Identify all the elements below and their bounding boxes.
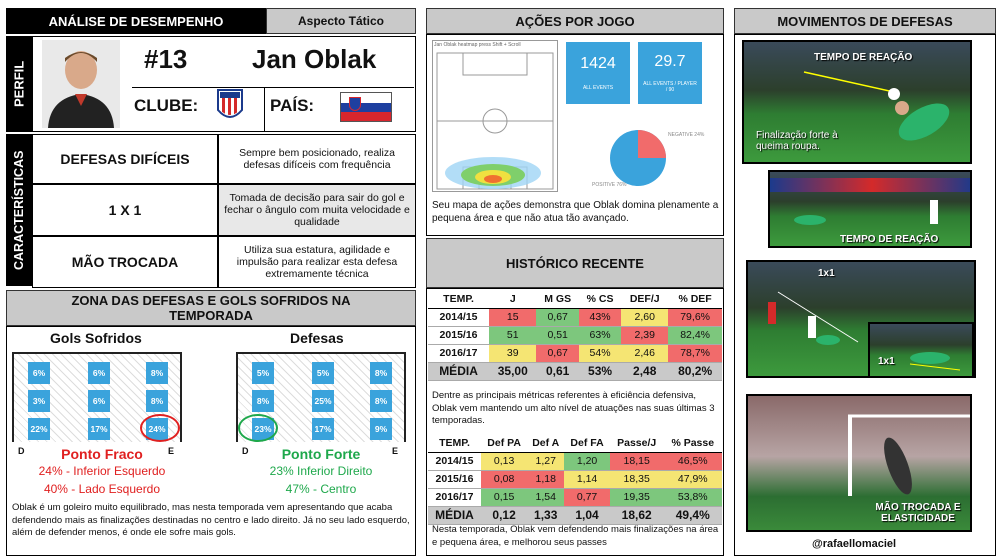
table-cell: 2,60: [621, 308, 668, 326]
table-cell: 46,5%: [664, 452, 722, 470]
pie-positive-label: POSITIVE 76%: [592, 182, 627, 188]
goal-zone-cell: 3%: [28, 390, 50, 412]
goal-zone-cell: 8%: [146, 362, 168, 384]
right-e-label: E: [392, 446, 399, 456]
table-cell: 2014/15: [428, 308, 489, 326]
char-name-3: MÃO TROCADA: [32, 236, 218, 288]
table-header: TEMP.: [428, 290, 489, 308]
table-cell: 0,13: [481, 452, 527, 470]
table-header: J: [489, 290, 536, 308]
table-row: [428, 452, 722, 470]
table-header-row: [428, 434, 722, 452]
goal-zone-cell: 8%: [370, 362, 392, 384]
table-cell: 0,77: [564, 488, 610, 506]
table-cell: 2,48: [621, 362, 668, 380]
goal-zone-cell: 9%: [370, 418, 392, 440]
keeper-block-icon: [870, 324, 974, 378]
goal-zone-cell: 17%: [88, 418, 110, 440]
actions-title: AÇÕES POR JOGO: [426, 8, 724, 34]
table-cell: 2015/16: [428, 470, 481, 488]
table-header: % Passe: [664, 434, 722, 452]
club-crest-icon: [216, 88, 244, 124]
table-header: Passe/J: [610, 434, 664, 452]
characteristics-side-label: CARACTERÍSTICAS: [6, 134, 32, 286]
table-cell: 80,2%: [668, 362, 722, 380]
left-d-label: D: [18, 446, 25, 456]
reaction-caption-detail: Finalização forte à queima roupa.: [756, 130, 838, 152]
author-handle: @rafaellomaciel: [812, 538, 897, 550]
events-per90-value: 29.7: [654, 53, 686, 70]
strong-spot-line2: 47% - Centro: [285, 482, 357, 496]
table-header: Def FA: [564, 434, 610, 452]
table-cell: 1,04: [564, 506, 610, 524]
table-cell: 15: [489, 308, 536, 326]
table-header: Def PA: [481, 434, 527, 452]
weak-spot-circle: [140, 414, 180, 442]
table-cell: 54%: [579, 344, 621, 362]
goal-zone-cell: 6%: [88, 362, 110, 384]
goal-zone-cell: 5%: [252, 362, 274, 384]
table-cell: MÉDIA: [428, 506, 481, 524]
char-name-1: DEFESAS DIFÍCEIS: [32, 134, 218, 184]
goals-conceded-title: Gols Sofridos: [50, 330, 142, 346]
table-cell: 0,61: [536, 362, 578, 380]
table-cell: 1,54: [527, 488, 564, 506]
table-header: % CS: [579, 290, 621, 308]
weak-spot-line2: 40% - Lado Esquerdo: [43, 482, 161, 496]
weak-spot-label: Ponto Fraco: [61, 446, 143, 462]
goal-zone-cell: 17%: [312, 418, 334, 440]
reaction-save-photo-2: [768, 170, 972, 248]
char-desc-3: Utiliza sua estatura, agilidade e impulsão para realizar esta defesa extremamente técnica: [218, 236, 416, 288]
divider: [264, 88, 265, 132]
one-on-one-caption-1: 1x1: [818, 268, 835, 279]
player-name: Jan Oblak: [252, 44, 377, 74]
aspect-label: Aspecto Tático: [266, 8, 416, 34]
reaction-caption-2: TEMPO DE REAÇÃO: [840, 234, 939, 245]
history-note-1: Dentre as principais métricas referentes à eficiência defensiva, Oblak vem mantendo um alto nível de atuações nas suas últimas 3 temporadas.: [432, 390, 715, 426]
country-label: PAÍS:: [270, 96, 315, 115]
table-cell: 18,62: [610, 506, 664, 524]
pie-chart-icon: [608, 128, 668, 188]
player-number: #13: [144, 44, 188, 74]
table-header: Def A: [527, 434, 564, 452]
table-average-row: [428, 506, 722, 524]
zones-note: Oblak é um goleiro muito equilibrado, mas nesta temporada vem apresentando que acaba defendendo mais as finalizações destinadas no centro e lado direito. Já no seu lado esquerdo, além de defender menos, é onde ele sofre mais gols.: [12, 502, 410, 538]
table-header: % DEF: [668, 290, 722, 308]
char-desc-1: Sempre bem posicionado, realiza defesas difíceis com frequência: [218, 134, 416, 184]
strong-spot-line1: 23% Inferior Direito: [269, 464, 373, 478]
history-table-2: [428, 434, 722, 525]
table-average-row: [428, 362, 722, 380]
events-per90-label: ALL EVENTS / PLAYER / 90: [643, 81, 697, 93]
table-cell: 0,51: [536, 326, 578, 344]
table-cell: 0,67: [536, 344, 578, 362]
table-cell: 63%: [579, 326, 621, 344]
table-cell: 51: [489, 326, 536, 344]
table-cell: 47,9%: [664, 470, 722, 488]
all-events-value: 1424: [580, 55, 616, 72]
table-row: [428, 344, 722, 362]
all-events-card: [566, 42, 630, 104]
goal-zone-cell: 6%: [88, 390, 110, 412]
table-header: DEF/J: [621, 290, 668, 308]
zones-title: ZONA DAS DEFESAS E GOLS SOFRIDOS NA TEMPORADA: [6, 290, 416, 326]
goal-zone-cell: 6%: [28, 362, 50, 384]
table-cell: 2014/15: [428, 452, 481, 470]
profile-side-label: PERFIL: [6, 36, 32, 132]
reaction-caption-1: TEMPO DE REAÇÃO: [814, 52, 913, 63]
player-photo-icon: [42, 40, 120, 128]
table-cell: 79,6%: [668, 308, 722, 326]
table-cell: 1,14: [564, 470, 610, 488]
table-cell: 1,33: [527, 506, 564, 524]
history-title: HISTÓRICO RECENTE: [426, 238, 724, 288]
strong-spot-label: Ponto Forte: [281, 446, 361, 462]
player-avatar: [42, 40, 120, 128]
goal-zone-cell: 8%: [370, 390, 392, 412]
pitch-heatmap-icon: [433, 49, 557, 193]
table-cell: 0,12: [481, 506, 527, 524]
all-events-label: ALL EVENTS: [582, 85, 614, 91]
table-cell: 35,00: [489, 362, 536, 380]
table-cell: 2015/16: [428, 326, 489, 344]
char-desc-2: Tomada de decisão para sair do gol e fechar o ângulo com muita velocidade e qualidade: [218, 184, 416, 236]
table-cell: 0,67: [536, 308, 578, 326]
table-cell: 0,15: [481, 488, 527, 506]
table-row: [428, 308, 722, 326]
reaction-save-photo: [742, 40, 972, 164]
saves-title: Defesas: [290, 330, 344, 346]
table-header: TEMP.: [428, 434, 481, 452]
table-row: [428, 470, 722, 488]
moves-title: MOVIMENTOS DE DEFESAS: [734, 8, 996, 34]
table-cell: 43%: [579, 308, 621, 326]
goal-zone-cell: 8%: [146, 390, 168, 412]
club-label: CLUBE:: [134, 96, 199, 115]
table-cell: 2016/17: [428, 488, 481, 506]
table-cell: 49,4%: [664, 506, 722, 524]
actions-note: Seu mapa de ações demonstra que Oblak domina plenamente a pequena área e que não atua tão avançado.: [432, 200, 719, 224]
table-cell: 2,46: [621, 344, 668, 362]
table-row: [428, 326, 722, 344]
switched-hand-photo: [746, 394, 972, 532]
slovenia-flag-icon: [340, 92, 392, 122]
table-cell: MÉDIA: [428, 362, 489, 380]
table-cell: 0,08: [481, 470, 527, 488]
right-d-label: D: [242, 446, 249, 456]
goal-zone-cell: 22%: [28, 418, 50, 440]
one-on-one-caption-2: 1x1: [878, 356, 895, 367]
goal-zone-cell: 5%: [312, 362, 334, 384]
table-cell: 82,4%: [668, 326, 722, 344]
table-header-row: [428, 290, 722, 308]
table-cell: 1,18: [527, 470, 564, 488]
table-cell: 18,15: [610, 452, 664, 470]
table-cell: 78,7%: [668, 344, 722, 362]
table-header: M GS: [536, 290, 578, 308]
heatmap-caption: Jan Oblak heatmap press Shift + Scroll: [434, 42, 521, 48]
table-cell: 1,20: [564, 452, 610, 470]
goal-zone-cell: 23%: [252, 418, 274, 440]
table-row: [428, 488, 722, 506]
table-cell: 39: [489, 344, 536, 362]
weak-spot-line1: 24% - Inferior Esquerdo: [38, 464, 166, 478]
goal-zone-cell: 25%: [312, 390, 334, 412]
one-on-one-inset-photo: [868, 322, 974, 378]
switched-hand-caption: MÃO TROCADA E ELASTICIDADE: [875, 502, 961, 524]
table-cell: 53,8%: [664, 488, 722, 506]
goal-zone-cell: 8%: [252, 390, 274, 412]
history-table-1: [428, 290, 722, 381]
table-cell: 53%: [579, 362, 621, 380]
table-cell: 2016/17: [428, 344, 489, 362]
pie-chart: [608, 128, 668, 188]
table-cell: 2,39: [621, 326, 668, 344]
char-name-2: 1 X 1: [32, 184, 218, 236]
analysis-title: ANÁLISE DE DESEMPENHO: [6, 8, 266, 34]
table-cell: 19,35: [610, 488, 664, 506]
events-per90-card: [638, 42, 702, 104]
strong-spot-circle: [238, 414, 278, 442]
action-heatmap: [432, 40, 558, 192]
table-cell: 18,35: [610, 470, 664, 488]
goal-zone-cell: 24%: [146, 418, 168, 440]
pie-negative-label: NEGATIVE 24%: [668, 132, 705, 138]
history-note-2: Nesta temporada, Oblak vem defendendo mais finalizações na área e pequena área, e melhorou seus passes: [432, 524, 719, 548]
left-e-label: E: [168, 446, 175, 456]
table-cell: 1,27: [527, 452, 564, 470]
